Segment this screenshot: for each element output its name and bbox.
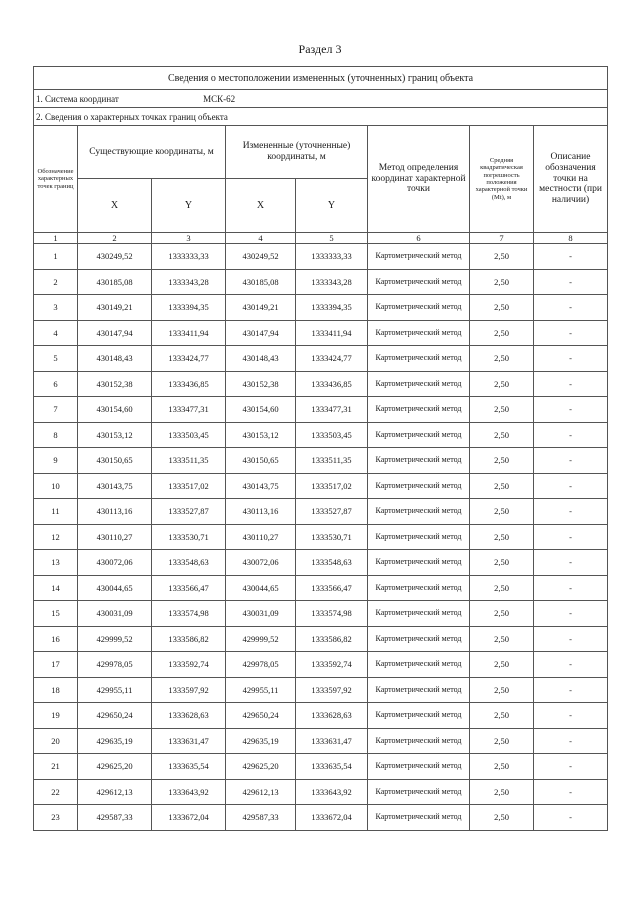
boundary-points-table [33, 66, 608, 831]
existing-y-cell: 1333628,63 [152, 703, 226, 729]
header-existing: Существующие координаты, м [78, 126, 226, 179]
changed-y-cell: 1333566,47 [296, 575, 368, 601]
method-cell: Картометрический метод [368, 397, 470, 423]
table-row [34, 448, 608, 474]
coordinate-system-value: МСК-62 [203, 93, 236, 104]
column-number: 2 [78, 233, 152, 244]
method-cell: Картометрический метод [368, 652, 470, 678]
method-cell: Картометрический метод [368, 728, 470, 754]
point-number-cell: 23 [34, 805, 78, 831]
changed-x-cell: 430153,12 [226, 422, 296, 448]
section-label: 2. Сведения о характерных точках границ объекта [34, 108, 608, 126]
table-row [34, 422, 608, 448]
existing-x-cell: 430113,16 [78, 499, 152, 525]
accuracy-cell: 2,50 [470, 805, 534, 831]
column-number: 3 [152, 233, 226, 244]
changed-x-cell: 430249,52 [226, 244, 296, 270]
changed-x-cell: 429587,33 [226, 805, 296, 831]
point-number-cell: 8 [34, 422, 78, 448]
existing-y-cell: 1333574,98 [152, 601, 226, 627]
point-number-cell: 11 [34, 499, 78, 525]
changed-x-cell: 429625,20 [226, 754, 296, 780]
existing-y-cell: 1333597,92 [152, 677, 226, 703]
description-cell: - [534, 703, 608, 729]
changed-y-cell: 1333672,04 [296, 805, 368, 831]
changed-y-cell: 1333436,85 [296, 371, 368, 397]
accuracy-cell: 2,50 [470, 524, 534, 550]
description-cell: - [534, 422, 608, 448]
existing-y-cell: 1333424,77 [152, 346, 226, 372]
accuracy-cell: 2,50 [470, 295, 534, 321]
existing-y-cell: 1333436,85 [152, 371, 226, 397]
column-number: 5 [296, 233, 368, 244]
existing-y-cell: 1333586,82 [152, 626, 226, 652]
method-cell: Картометрический метод [368, 320, 470, 346]
accuracy-cell: 2,50 [470, 269, 534, 295]
table-row [34, 295, 608, 321]
changed-y-cell: 1333527,87 [296, 499, 368, 525]
method-cell: Картометрический метод [368, 754, 470, 780]
description-cell: - [534, 805, 608, 831]
column-number: 1 [34, 233, 78, 244]
description-cell: - [534, 473, 608, 499]
table-row [34, 397, 608, 423]
method-cell: Картометрический метод [368, 677, 470, 703]
changed-x-cell: 429650,24 [226, 703, 296, 729]
point-number-cell: 2 [34, 269, 78, 295]
existing-y-cell: 1333672,04 [152, 805, 226, 831]
existing-x-cell: 430031,09 [78, 601, 152, 627]
changed-y-cell: 1333424,77 [296, 346, 368, 372]
table-banner: Сведения о местоположении измененных (уточненных) границ объекта [34, 67, 608, 90]
description-cell: - [534, 346, 608, 372]
changed-y-cell: 1333592,74 [296, 652, 368, 678]
method-cell: Картометрический метод [368, 499, 470, 525]
changed-y-cell: 1333631,47 [296, 728, 368, 754]
changed-x-cell: 430185,08 [226, 269, 296, 295]
description-cell: - [534, 754, 608, 780]
description-cell: - [534, 397, 608, 423]
existing-y-cell: 1333631,47 [152, 728, 226, 754]
column-number: 6 [368, 233, 470, 244]
table-row [34, 524, 608, 550]
changed-y-cell: 1333343,28 [296, 269, 368, 295]
method-cell: Картометрический метод [368, 575, 470, 601]
table-row [34, 499, 608, 525]
section-row [34, 108, 608, 126]
point-number-cell: 14 [34, 575, 78, 601]
point-number-cell: 15 [34, 601, 78, 627]
existing-x-cell: 430185,08 [78, 269, 152, 295]
changed-x-cell: 430148,43 [226, 346, 296, 372]
existing-x-cell: 429999,52 [78, 626, 152, 652]
changed-x-cell: 430031,09 [226, 601, 296, 627]
header-method: Метод определения координат характерной точки [368, 126, 470, 233]
table-row [34, 601, 608, 627]
point-number-cell: 5 [34, 346, 78, 372]
column-number: 7 [470, 233, 534, 244]
changed-y-cell: 1333586,82 [296, 626, 368, 652]
existing-x-cell: 430154,60 [78, 397, 152, 423]
changed-x-cell: 430143,75 [226, 473, 296, 499]
coordinate-system-row [34, 90, 608, 108]
header-accuracy: Средняя квадратическая погрешность положения характерной точки (Мt), м [470, 126, 534, 233]
header-description: Описание обозначения точки на местности (при наличии) [534, 126, 608, 233]
header-x-changed: X [226, 179, 296, 233]
accuracy-cell: 2,50 [470, 499, 534, 525]
point-number-cell: 3 [34, 295, 78, 321]
description-cell: - [534, 269, 608, 295]
description-cell: - [534, 448, 608, 474]
point-number-cell: 17 [34, 652, 78, 678]
header-y-existing: Y [152, 179, 226, 233]
page-title: Раздел 3 [298, 42, 342, 56]
table-row [34, 677, 608, 703]
changed-x-cell: 430152,38 [226, 371, 296, 397]
existing-y-cell: 1333530,71 [152, 524, 226, 550]
accuracy-cell: 2,50 [470, 244, 534, 270]
existing-x-cell: 430148,43 [78, 346, 152, 372]
changed-x-cell: 430072,06 [226, 550, 296, 576]
method-cell: Картометрический метод [368, 244, 470, 270]
existing-x-cell: 430249,52 [78, 244, 152, 270]
table-row [34, 550, 608, 576]
existing-y-cell: 1333517,02 [152, 473, 226, 499]
changed-y-cell: 1333548,63 [296, 550, 368, 576]
method-cell: Картометрический метод [368, 601, 470, 627]
method-cell: Картометрический метод [368, 779, 470, 805]
description-cell: - [534, 524, 608, 550]
existing-x-cell: 430153,12 [78, 422, 152, 448]
method-cell: Картометрический метод [368, 473, 470, 499]
changed-y-cell: 1333511,35 [296, 448, 368, 474]
accuracy-cell: 2,50 [470, 346, 534, 372]
table-row [34, 779, 608, 805]
changed-x-cell: 430113,16 [226, 499, 296, 525]
changed-x-cell: 429955,11 [226, 677, 296, 703]
accuracy-cell: 2,50 [470, 397, 534, 423]
table-row [34, 346, 608, 372]
existing-y-cell: 1333527,87 [152, 499, 226, 525]
method-cell: Картометрический метод [368, 371, 470, 397]
accuracy-cell: 2,50 [470, 626, 534, 652]
existing-x-cell: 430150,65 [78, 448, 152, 474]
method-cell: Картометрический метод [368, 295, 470, 321]
changed-x-cell: 430110,27 [226, 524, 296, 550]
existing-x-cell: 429955,11 [78, 677, 152, 703]
changed-y-cell: 1333503,45 [296, 422, 368, 448]
existing-x-cell: 429650,24 [78, 703, 152, 729]
accuracy-cell: 2,50 [470, 779, 534, 805]
accuracy-cell: 2,50 [470, 550, 534, 576]
table-row [34, 473, 608, 499]
point-number-cell: 16 [34, 626, 78, 652]
changed-y-cell: 1333643,92 [296, 779, 368, 805]
changed-x-cell: 430154,60 [226, 397, 296, 423]
existing-x-cell: 429625,20 [78, 754, 152, 780]
changed-y-cell: 1333597,92 [296, 677, 368, 703]
description-cell: - [534, 295, 608, 321]
method-cell: Картометрический метод [368, 346, 470, 372]
point-number-cell: 22 [34, 779, 78, 805]
table-banner-row [34, 67, 608, 90]
changed-y-cell: 1333411,94 [296, 320, 368, 346]
point-number-cell: 13 [34, 550, 78, 576]
header-x-existing: X [78, 179, 152, 233]
changed-x-cell: 429635,19 [226, 728, 296, 754]
header-point-id: Обозначение характерных точек границ [34, 126, 78, 233]
point-number-cell: 21 [34, 754, 78, 780]
table-row [34, 652, 608, 678]
description-cell: - [534, 550, 608, 576]
point-number-cell: 9 [34, 448, 78, 474]
changed-y-cell: 1333574,98 [296, 601, 368, 627]
existing-y-cell: 1333635,54 [152, 754, 226, 780]
table-row [34, 754, 608, 780]
table-row [34, 728, 608, 754]
point-number-cell: 20 [34, 728, 78, 754]
existing-y-cell: 1333411,94 [152, 320, 226, 346]
description-cell: - [534, 371, 608, 397]
changed-x-cell: 429999,52 [226, 626, 296, 652]
description-cell: - [534, 626, 608, 652]
existing-x-cell: 430072,06 [78, 550, 152, 576]
table-row [34, 269, 608, 295]
existing-x-cell: 430044,65 [78, 575, 152, 601]
changed-x-cell: 430147,94 [226, 320, 296, 346]
existing-y-cell: 1333394,35 [152, 295, 226, 321]
table-row [34, 320, 608, 346]
table-row [34, 703, 608, 729]
existing-y-cell: 1333643,92 [152, 779, 226, 805]
header-y-changed: Y [296, 179, 368, 233]
point-number-cell: 18 [34, 677, 78, 703]
method-cell: Картометрический метод [368, 269, 470, 295]
header-row-1 [34, 126, 608, 179]
changed-x-cell: 429978,05 [226, 652, 296, 678]
coordinate-system-label: 1. Система координат [36, 93, 119, 104]
existing-y-cell: 1333333,33 [152, 244, 226, 270]
changed-x-cell: 430044,65 [226, 575, 296, 601]
accuracy-cell: 2,50 [470, 473, 534, 499]
existing-y-cell: 1333548,63 [152, 550, 226, 576]
accuracy-cell: 2,50 [470, 601, 534, 627]
description-cell: - [534, 499, 608, 525]
point-number-cell: 4 [34, 320, 78, 346]
existing-x-cell: 429978,05 [78, 652, 152, 678]
point-number-cell: 12 [34, 524, 78, 550]
description-cell: - [534, 244, 608, 270]
header-changed: Измененные (уточненные) координаты, м [226, 126, 368, 179]
existing-y-cell: 1333592,74 [152, 652, 226, 678]
changed-y-cell: 1333394,35 [296, 295, 368, 321]
method-cell: Картометрический метод [368, 524, 470, 550]
changed-x-cell: 430149,21 [226, 295, 296, 321]
point-number-cell: 6 [34, 371, 78, 397]
method-cell: Картометрический метод [368, 703, 470, 729]
changed-y-cell: 1333477,31 [296, 397, 368, 423]
description-cell: - [534, 677, 608, 703]
method-cell: Картометрический метод [368, 805, 470, 831]
table-row [34, 805, 608, 831]
existing-y-cell: 1333477,31 [152, 397, 226, 423]
accuracy-cell: 2,50 [470, 652, 534, 678]
description-cell: - [534, 779, 608, 805]
accuracy-cell: 2,50 [470, 754, 534, 780]
existing-y-cell: 1333511,35 [152, 448, 226, 474]
existing-x-cell: 429612,13 [78, 779, 152, 805]
description-cell: - [534, 601, 608, 627]
existing-y-cell: 1333503,45 [152, 422, 226, 448]
existing-x-cell: 429635,19 [78, 728, 152, 754]
accuracy-cell: 2,50 [470, 422, 534, 448]
existing-y-cell: 1333343,28 [152, 269, 226, 295]
changed-y-cell: 1333635,54 [296, 754, 368, 780]
description-cell: - [534, 652, 608, 678]
point-number-cell: 1 [34, 244, 78, 270]
accuracy-cell: 2,50 [470, 575, 534, 601]
existing-x-cell: 430147,94 [78, 320, 152, 346]
method-cell: Картометрический метод [368, 422, 470, 448]
method-cell: Картометрический метод [368, 448, 470, 474]
existing-x-cell: 429587,33 [78, 805, 152, 831]
column-number: 4 [226, 233, 296, 244]
existing-x-cell: 430110,27 [78, 524, 152, 550]
changed-y-cell: 1333628,63 [296, 703, 368, 729]
table-row [34, 244, 608, 270]
changed-y-cell: 1333530,71 [296, 524, 368, 550]
accuracy-cell: 2,50 [470, 448, 534, 474]
table-row [34, 626, 608, 652]
description-cell: - [534, 320, 608, 346]
existing-x-cell: 430143,75 [78, 473, 152, 499]
method-cell: Картометрический метод [368, 550, 470, 576]
existing-x-cell: 430152,38 [78, 371, 152, 397]
accuracy-cell: 2,50 [470, 320, 534, 346]
method-cell: Картометрический метод [368, 626, 470, 652]
point-number-cell: 7 [34, 397, 78, 423]
changed-y-cell: 1333517,02 [296, 473, 368, 499]
accuracy-cell: 2,50 [470, 677, 534, 703]
changed-x-cell: 430150,65 [226, 448, 296, 474]
table-row [34, 371, 608, 397]
changed-y-cell: 1333333,33 [296, 244, 368, 270]
existing-y-cell: 1333566,47 [152, 575, 226, 601]
column-number: 8 [534, 233, 608, 244]
accuracy-cell: 2,50 [470, 703, 534, 729]
changed-x-cell: 429612,13 [226, 779, 296, 805]
point-number-cell: 10 [34, 473, 78, 499]
existing-x-cell: 430149,21 [78, 295, 152, 321]
column-numbers-row [34, 233, 608, 244]
accuracy-cell: 2,50 [470, 728, 534, 754]
table-row [34, 575, 608, 601]
accuracy-cell: 2,50 [470, 371, 534, 397]
point-number-cell: 19 [34, 703, 78, 729]
description-cell: - [534, 575, 608, 601]
description-cell: - [534, 728, 608, 754]
